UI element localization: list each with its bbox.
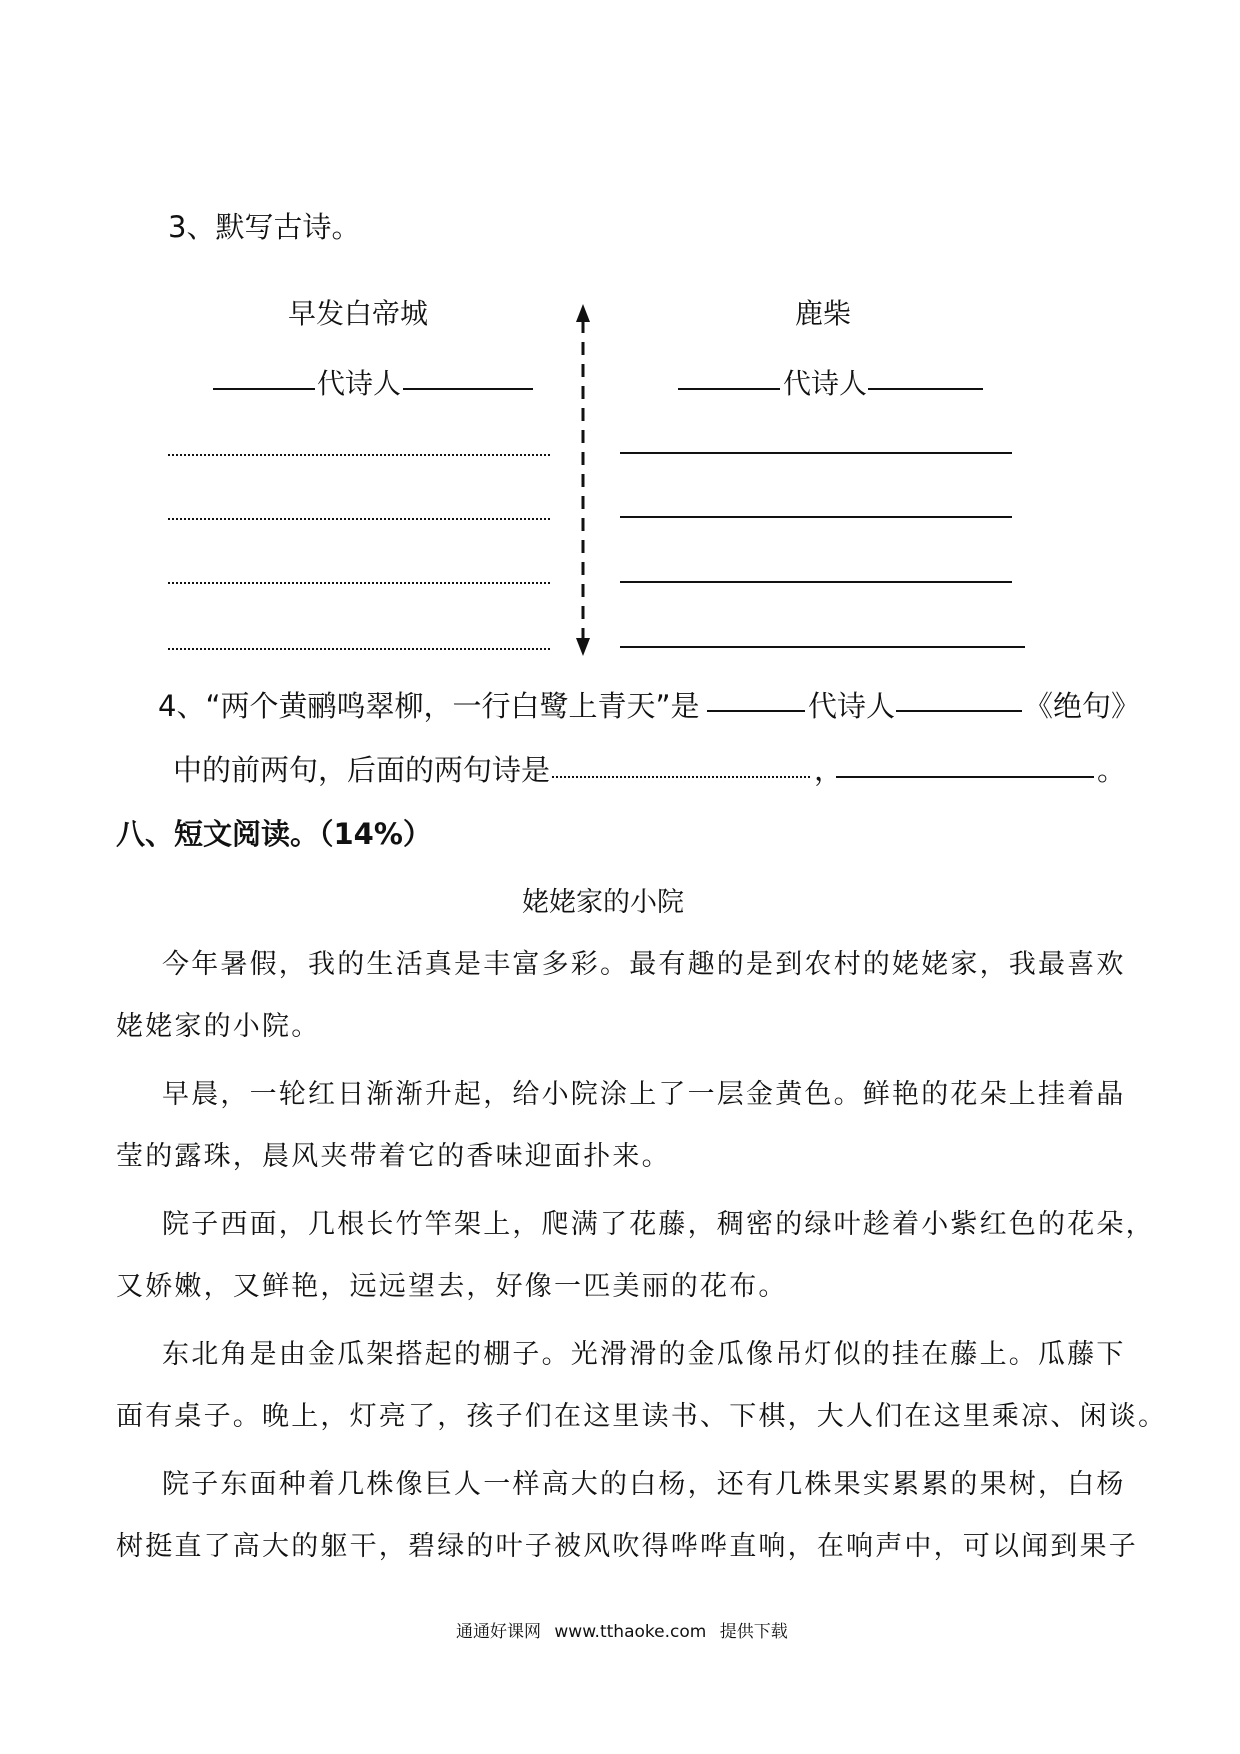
footer-url[interactable]: www.tthaoke.com bbox=[554, 1622, 707, 1642]
paragraph-3-line-2: 又娇嫩，又鲜艳，远远望去，好像一匹美丽的花布。 bbox=[116, 1271, 788, 1302]
paragraph-4-line-1: 东北角是由金瓜架搭起的棚子。光滑滑的金瓜像吊灯似的挂在藤上。瓜藤下 bbox=[162, 1339, 1126, 1370]
poem-right-line-1[interactable] bbox=[620, 452, 1012, 454]
poem-right-title: 鹿柴 bbox=[795, 297, 852, 330]
paragraph-2-line-2: 莹的露珠，晨风夹带着它的香味迎面扑来。 bbox=[116, 1141, 671, 1172]
q4-answer-blank-1[interactable] bbox=[552, 776, 810, 778]
question-4-text: 4、“两个黄鹂鸣翠柳，一行白鹭上青天”是 bbox=[158, 689, 700, 723]
poem-left-dynasty-label: 代诗人 bbox=[317, 367, 402, 400]
section-8-heading: 八、短文阅读。（14%） bbox=[116, 817, 432, 851]
question-4-line2: 中的前两句，后面的两句诗是 bbox=[173, 753, 551, 787]
footer-suffix: 提供下载 bbox=[719, 1622, 788, 1642]
q4-dynasty-label: 代诗人 bbox=[808, 689, 896, 723]
paragraph-1-line-1: 今年暑假，我的生活真是丰富多彩。最有趣的是到农村的姥姥家，我最喜欢 bbox=[162, 949, 1126, 980]
footer-site-name: 通通好课网 bbox=[456, 1622, 541, 1642]
q4-work-title: 《绝句》 bbox=[1024, 689, 1141, 723]
poem-right-line-4[interactable] bbox=[620, 646, 1025, 648]
q4-answer-blank-2[interactable] bbox=[836, 776, 1094, 778]
paragraph-5-line-2: 树挺直了高大的躯干，碧绿的叶子被风吹得哗哗直响，在响声中，可以闻到果子 bbox=[116, 1531, 1138, 1562]
poem-right-dynasty-blank[interactable] bbox=[678, 388, 780, 390]
question-3-label: 3、默写古诗。 bbox=[168, 210, 361, 244]
poem-right-dynasty-label: 代诗人 bbox=[783, 367, 868, 400]
q4-comma: ， bbox=[814, 753, 844, 787]
paragraph-5-line-1: 院子东面种着几株像巨人一样高大的白杨，还有几株果实累累的果树，白杨 bbox=[162, 1469, 1126, 1500]
paragraph-1-line-2: 姥姥家的小院。 bbox=[116, 1011, 321, 1042]
poem-left-title: 早发白帝城 bbox=[288, 297, 429, 330]
poem-right-line-2[interactable] bbox=[620, 516, 1012, 518]
poem-right-line-3[interactable] bbox=[620, 581, 1012, 583]
q4-dynasty-blank[interactable] bbox=[707, 710, 805, 712]
q4-poet-blank[interactable] bbox=[896, 710, 1022, 712]
poem-right-poet-blank[interactable] bbox=[868, 388, 983, 390]
footer bbox=[456, 1617, 788, 1642]
q4-period: 。 bbox=[1097, 753, 1127, 787]
paragraph-3-line-1: 院子西面，几根长竹竿架上，爬满了花藤，稠密的绿叶趁着小紫红色的花朵， bbox=[162, 1209, 1155, 1240]
article-title: 姥姥家的小院 bbox=[522, 887, 684, 918]
paragraph-4-line-2: 面有桌子。晚上，灯亮了，孩子们在这里读书、下棋，大人们在这里乘凉、闲谈。 bbox=[116, 1401, 1168, 1432]
paragraph-2-line-1: 早晨，一轮红日渐渐升起，给小院涂上了一层金黄色。鲜艳的花朵上挂着晶 bbox=[162, 1079, 1126, 1110]
